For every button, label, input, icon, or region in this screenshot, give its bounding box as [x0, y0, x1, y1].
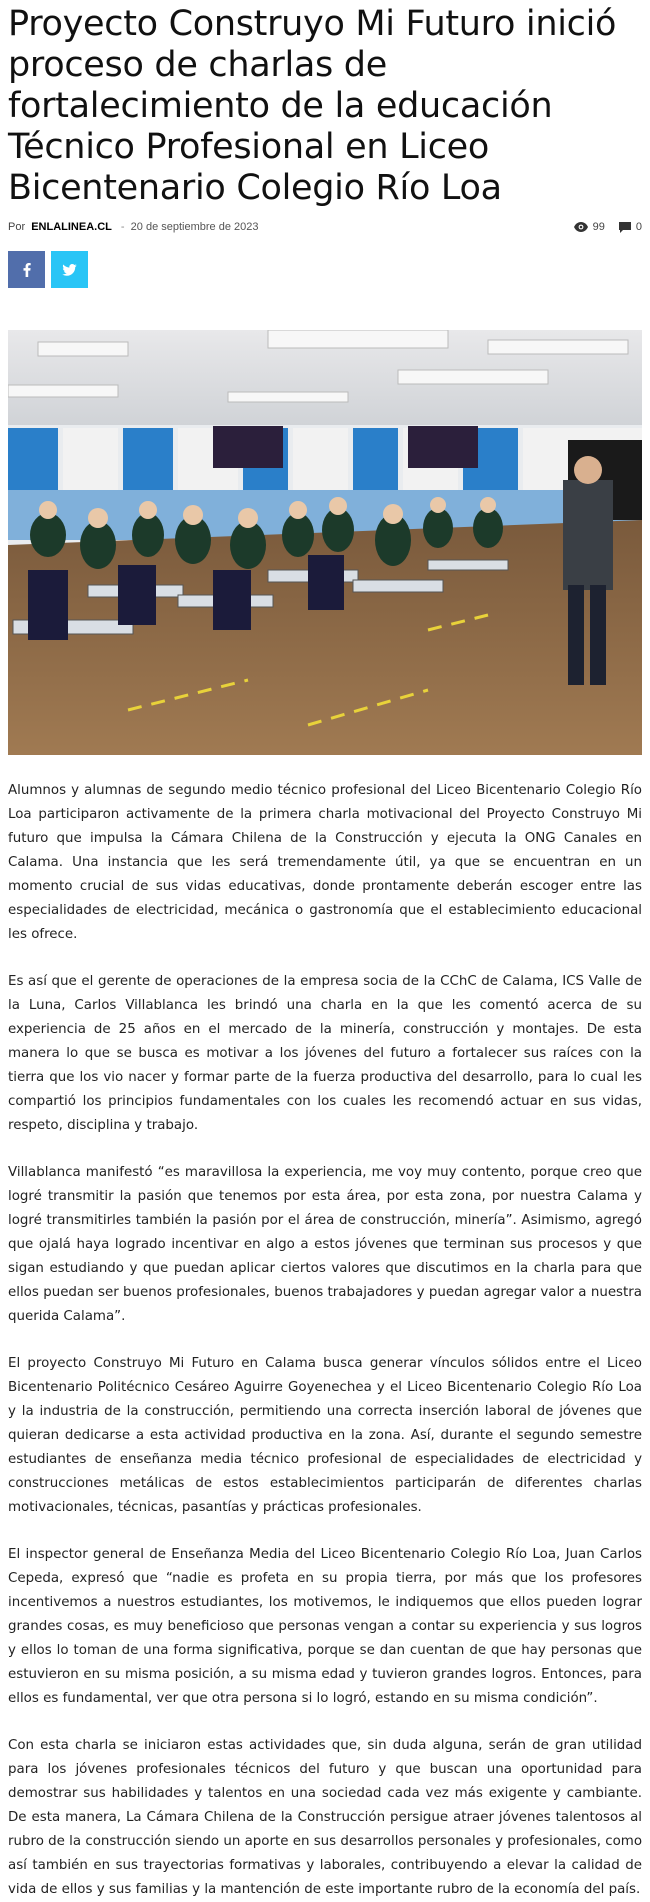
share-buttons [8, 251, 642, 288]
views-count: 99 [592, 221, 605, 233]
article-paragraph: Es así que el gerente de operaciones de la empresa socia de la CChC de Calama, ICS Valle de la Luna, Carlos Villablanca les brindó una charla en la que les comentó acerca de su experiencia de 25 años en el mercado de la minería, construcción y montajes. De esta manera lo que se busca es motivar a los jóvenes del futuro a fortalecer sus raíces con la tierra que los vio nacer y formar parte de la fuerza productiva del desarrollo, para lo cual les compartió los principios fundamentales con los cuales les recomendó actuar en sus vidas, respeto, disciplina y trabajo. [8, 974, 642, 1133]
article-paragraph: El inspector general de Enseñanza Media del Liceo Bicentenario Colegio Río Loa, Juan Carlos Cepeda, expresó que “nadie es profeta en su propia tierra, por más que los profesores incentivemos a nuestros estudiantes, los motivemos, le indiquemos que ellos pueden lograr grandes cosas, es muy beneficioso que personas vengan a contar su experiencia y sus logros y ellos lo toman de una forma significativa, porque se dan cuentan de que hay personas que estuvieron en su misma posición, a su misma edad y tuvieron grandes logros. Entonces, para ellos es fundamental, ver que otra persona si lo logró, estando en su misma condición”. [8, 1547, 642, 1706]
comment-icon [619, 222, 631, 233]
byline-separator: - [120, 221, 125, 233]
article [0, 4, 650, 1902]
eye-icon [574, 222, 588, 232]
publish-date: 20 de septiembre de 2023 [130, 221, 259, 233]
article-stats [574, 221, 642, 233]
comments-stat[interactable] [619, 221, 642, 233]
by-label: Por [8, 221, 26, 233]
article-paragraph: Con esta charla se iniciaron estas actividades que, sin duda alguna, serán de gran utilidad para los jóvenes profesionales técnicos del futuro y que buscan una oportunidad para demostrar sus habilidades y talentos en una sociedad cada vez más exigente y cambiante. De esta manera, La Cámara Chilena de la Construcción persigue atraer jóvenes talentosos al rubro de la construcción siendo un aporte en sus desarrollos personales y profesionales, como así también en sus trayectorias formativas y laborales, contribuyendo a elevar la calidad de vida de ellos y sus familias y la mantención de este importante rubro de la economía del país. [8, 1738, 643, 1897]
article-paragraph: Alumnos y alumnas de segundo medio técnico profesional del Liceo Bicentenario Colegio Río Loa participaron activamente de la primera charla motivacional del Proyecto Construyo Mi futuro que impulsa la Cámara Chilena de la Construcción y ejecuta la ONG Canales en Calama. Una instancia que les será tremendamente útil, ya que se encuentran en un momento crucial de sus vidas educativas, donde prontamente deberán escoger entre las especialidades de electricidad, mecánica o gastronomía que el establecimiento educacional les ofrece. [8, 783, 642, 942]
article-photo [8, 330, 642, 755]
article-body [8, 779, 642, 1902]
byline [8, 221, 261, 233]
facebook-share-button[interactable] [8, 251, 45, 288]
comments-count: 0 [635, 221, 642, 233]
article-meta [8, 219, 642, 235]
twitter-icon [62, 264, 77, 276]
twitter-share-button[interactable] [51, 251, 88, 288]
facebook-icon [23, 263, 31, 277]
article-title: Proyecto Construyo Mi Futuro inició proceso de charlas de fortalecimiento de la educación Técnico Profesional en Liceo Bicentenario Colegio Río Loa [8, 4, 617, 208]
article-paragraph: El proyecto Construyo Mi Futuro en Calama busca generar vínculos sólidos entre el Liceo Bicentenario Politécnico Cesáreo Aguirre Goyenechea y el Liceo Bicentenario Colegio Río Loa y la industria de la construcción, permitiendo una correcta inserción laboral de jóvenes que quieran dedicarse a esta actividad productiva en la zona. Así, durante el segundo semestre estudiantes de enseñanza media técnico profesional de especialidades de electricidad y construcciones metálicas de estos establecimientos participarán de diferentes charlas motivacionales, técnicas, pasantías y prácticas profesionales. [8, 1356, 642, 1515]
author-link[interactable]: ENLALINEA.CL [31, 221, 112, 233]
views-stat [574, 221, 605, 233]
article-paragraph: Villablanca manifestó “es maravillosa la experiencia, me voy muy contento, porque creo que logré transmitir la pasión que tenemos por esta área, por esta zona, por nuestra Calama y logré transmitirles también la pasión por el área de construcción, minería”. Asimismo, agregó que ojalá haya logrado incentivar en algo a estos jóvenes que terminan sus procesos y que sigan estudiando y que puedan aplicar ciertos valores que discutimos en la charla para que ellos puedan ser buenos profesionales, buenos trabajadores y puedan agregar valor a nuestra querida Calama”. [8, 1165, 642, 1324]
classroom-photo [8, 330, 642, 755]
